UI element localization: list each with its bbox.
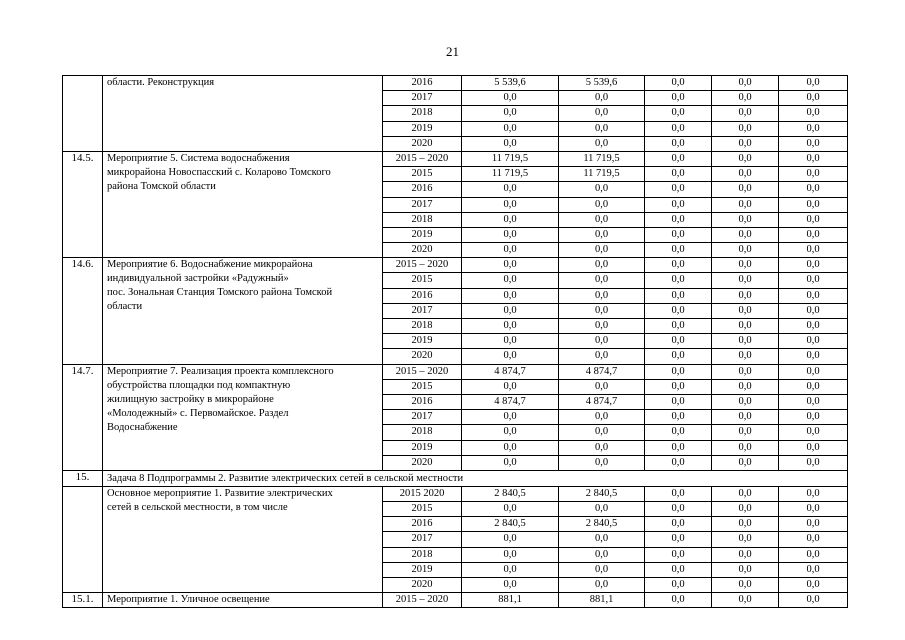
year-cell: 2020 (411, 579, 433, 590)
fund-cell: 0,0 (559, 122, 644, 137)
total-cell: 5 539,6 (462, 76, 558, 91)
fund-cell: 0,0 (559, 213, 644, 228)
year-cell: 2020 (411, 137, 433, 149)
item-number (63, 76, 103, 152)
other-cell: 0,0 (779, 304, 847, 319)
year-cell: 2016 (383, 76, 461, 91)
federal-cell: 0,0 (645, 395, 711, 410)
year-cell: 2015 (383, 167, 461, 182)
measure-description (103, 151, 383, 257)
year-cell: 2019 (383, 441, 461, 456)
federal-cell: 0,0 (645, 106, 711, 121)
regional-cell: 0,0 (712, 152, 778, 167)
total-column (462, 76, 559, 152)
total-column (462, 151, 559, 257)
year-cell: 2018 (383, 548, 461, 563)
total-cell: 4 874,7 (462, 395, 558, 410)
year-cell: 2015 2020 (383, 487, 461, 502)
other-cell: 0,0 (779, 167, 847, 182)
measure-description (103, 486, 383, 592)
year-cell: 2016 (383, 182, 461, 197)
total-cell: 0,0 (462, 258, 558, 273)
regional-cell: 0,0 (712, 532, 778, 547)
year-cell: 2019 (383, 563, 461, 578)
total-cell: 0,0 (462, 106, 558, 121)
regional-cell: 0,0 (712, 487, 778, 502)
federal-cell: 0,0 (645, 441, 711, 456)
description-line: Мероприятие 5. Система водоснабжения (107, 152, 290, 164)
year-cell: 2015 – 2020 (383, 258, 461, 273)
fund-cell: 0,0 (559, 289, 644, 304)
program-table (62, 75, 848, 608)
regional-cell: 0,0 (712, 380, 778, 395)
fund-cell: 4 874,7 (559, 365, 644, 380)
total-cell: 0,0 (462, 319, 558, 334)
fund-cell: 0,0 (559, 91, 644, 106)
regional-cell: 0,0 (712, 425, 778, 440)
federal-cell: 0,0 (645, 410, 711, 425)
fund-column (559, 258, 645, 364)
year-column (383, 76, 462, 152)
other-cell: 0,0 (806, 594, 820, 606)
fund-cell: 0,0 (594, 137, 609, 149)
fund-cell: 4 874,7 (559, 395, 644, 410)
fund-cell: 0,0 (559, 198, 644, 213)
other-cell: 0,0 (779, 91, 847, 106)
federal-cell: 0,0 (645, 91, 711, 106)
federal-cell: 0,0 (645, 122, 711, 137)
description-line: обустройства площадки под компактную (107, 379, 291, 391)
regional-column (712, 486, 779, 592)
item-number: 14.6. (63, 258, 103, 364)
year-cell: 2016 (383, 517, 461, 532)
regional-column (712, 593, 779, 608)
other-column (779, 76, 848, 152)
description-line: «Молодежный» с. Первомайское. Раздел (107, 407, 289, 419)
federal-cell: 0,0 (645, 304, 711, 319)
regional-cell: 0,0 (712, 228, 778, 243)
other-cell: 0,0 (779, 152, 847, 167)
regional-cell: 0,0 (712, 517, 778, 532)
regional-cell: 0,0 (738, 137, 752, 149)
year-cell: 2015 – 2020 (383, 365, 461, 380)
federal-cell: 0,0 (645, 76, 711, 91)
federal-cell: 0,0 (645, 258, 711, 273)
federal-cell: 0,0 (645, 425, 711, 440)
year-cell: 2020 (411, 456, 433, 468)
item-number: 15.1. (63, 593, 103, 608)
total-cell: 881,1 (498, 594, 522, 606)
total-cell: 0,0 (462, 228, 558, 243)
total-cell: 0,0 (503, 579, 517, 590)
other-column (779, 593, 848, 608)
fund-cell: 11 719,5 (559, 152, 644, 167)
regional-cell: 0,0 (712, 258, 778, 273)
fund-cell: 0,0 (559, 548, 644, 563)
year-cell: 2015 (383, 502, 461, 517)
other-cell: 0,0 (806, 244, 820, 256)
year-column (383, 151, 462, 257)
year-cell: 2017 (383, 304, 461, 319)
total-cell: 0,0 (462, 425, 558, 440)
total-cell: 0,0 (462, 548, 558, 563)
fund-cell: 2 840,5 (559, 517, 644, 532)
other-cell: 0,0 (779, 273, 847, 288)
other-cell: 0,0 (779, 548, 847, 563)
other-cell: 0,0 (806, 350, 820, 362)
regional-cell: 0,0 (738, 350, 752, 362)
federal-cell: 0,0 (645, 198, 711, 213)
other-cell: 0,0 (779, 502, 847, 517)
total-cell: 0,0 (462, 273, 558, 288)
description-line: жилищную застройку в микрорайоне (107, 393, 274, 405)
total-cell: 0,0 (462, 91, 558, 106)
page-number: 21 (446, 44, 459, 59)
total-cell: 0,0 (462, 380, 558, 395)
regional-cell: 0,0 (738, 456, 752, 468)
fund-cell: 0,0 (559, 334, 644, 349)
total-cell: 0,0 (462, 502, 558, 517)
regional-cell: 0,0 (712, 395, 778, 410)
item-number: 14.7. (63, 364, 103, 470)
total-column (462, 486, 559, 592)
federal-cell: 0,0 (645, 182, 711, 197)
total-cell: 11 719,5 (462, 152, 558, 167)
other-cell: 0,0 (779, 563, 847, 578)
regional-column (712, 76, 779, 152)
fund-cell: 0,0 (594, 579, 609, 590)
other-cell: 0,0 (779, 532, 847, 547)
description-line: микрорайона Новоспасский с. Коларово Томского (107, 166, 331, 178)
regional-cell: 0,0 (712, 91, 778, 106)
regional-column (712, 151, 779, 257)
federal-cell: 0,0 (645, 213, 711, 228)
year-cell: 2020 (411, 350, 433, 362)
measure-description (103, 258, 383, 364)
total-cell: 0,0 (503, 350, 517, 362)
description-line: Водоснабжение (107, 421, 178, 433)
fund-cell: 0,0 (559, 106, 644, 121)
federal-cell: 0,0 (645, 273, 711, 288)
fund-cell: 0,0 (559, 563, 644, 578)
regional-cell: 0,0 (712, 365, 778, 380)
year-cell: 2020 (411, 244, 433, 256)
other-cell: 0,0 (779, 258, 847, 273)
regional-cell: 0,0 (712, 441, 778, 456)
federal-cell: 0,0 (671, 244, 685, 256)
table-row (63, 258, 848, 364)
other-cell: 0,0 (779, 395, 847, 410)
fund-cell: 0,0 (559, 441, 644, 456)
total-cell: 0,0 (462, 289, 558, 304)
federal-cell: 0,0 (645, 563, 711, 578)
other-cell: 0,0 (779, 487, 847, 502)
other-column (779, 258, 848, 364)
year-cell: 2017 (383, 410, 461, 425)
other-cell: 0,0 (779, 380, 847, 395)
federal-cell: 0,0 (645, 228, 711, 243)
federal-cell: 0,0 (645, 167, 711, 182)
other-cell: 0,0 (779, 334, 847, 349)
total-cell: 4 874,7 (462, 365, 558, 380)
federal-cell: 0,0 (671, 456, 685, 468)
item-number: 15. (63, 470, 103, 486)
federal-cell: 0,0 (645, 548, 711, 563)
federal-cell: 0,0 (645, 365, 711, 380)
year-cell: 2017 (383, 91, 461, 106)
fund-cell: 2 840,5 (559, 487, 644, 502)
other-cell: 0,0 (779, 441, 847, 456)
description-line: области (107, 301, 143, 313)
other-cell: 0,0 (779, 76, 847, 91)
federal-column (645, 76, 712, 152)
other-cell: 0,0 (779, 365, 847, 380)
year-column (383, 593, 462, 608)
fund-cell: 0,0 (559, 502, 644, 517)
fund-column (559, 593, 645, 608)
federal-cell: 0,0 (671, 137, 685, 149)
federal-column (645, 593, 712, 608)
federal-cell: 0,0 (645, 532, 711, 547)
regional-cell: 0,0 (712, 502, 778, 517)
fund-cell: 0,0 (594, 350, 609, 362)
measure-description (103, 76, 383, 152)
year-cell: 2015 (383, 273, 461, 288)
fund-column (559, 486, 645, 592)
fund-cell: 881,1 (589, 594, 614, 606)
year-cell: 2015 – 2020 (395, 594, 449, 606)
regional-cell: 0,0 (712, 334, 778, 349)
year-cell: 2018 (383, 106, 461, 121)
year-cell: 2019 (383, 122, 461, 137)
total-cell: 0,0 (462, 122, 558, 137)
other-cell: 0,0 (806, 579, 820, 590)
description-line: Мероприятие 1. Уличное освещение (107, 594, 270, 606)
year-cell: 2018 (383, 319, 461, 334)
federal-cell: 0,0 (645, 289, 711, 304)
other-column (779, 364, 848, 470)
fund-cell: 0,0 (559, 380, 644, 395)
regional-cell: 0,0 (712, 76, 778, 91)
regional-cell: 0,0 (712, 167, 778, 182)
year-cell: 2015 – 2020 (383, 152, 461, 167)
total-cell: 0,0 (462, 304, 558, 319)
regional-cell: 0,0 (712, 548, 778, 563)
year-cell: 2017 (383, 198, 461, 213)
other-cell: 0,0 (779, 122, 847, 137)
regional-cell: 0,0 (712, 273, 778, 288)
other-cell: 0,0 (779, 198, 847, 213)
fund-cell: 0,0 (559, 304, 644, 319)
regional-cell: 0,0 (738, 244, 752, 256)
year-cell: 2016 (383, 395, 461, 410)
total-cell: 2 840,5 (462, 517, 558, 532)
federal-column (645, 258, 712, 364)
measure-description (103, 364, 383, 470)
other-cell: 0,0 (779, 289, 847, 304)
table-row (63, 76, 848, 152)
table-row (63, 364, 848, 470)
description-line: Мероприятие 7. Реализация проекта комплексного (107, 365, 334, 377)
regional-column (712, 364, 779, 470)
year-cell: 2019 (383, 228, 461, 243)
total-cell: 0,0 (462, 410, 558, 425)
regional-cell: 0,0 (712, 563, 778, 578)
total-cell: 0,0 (503, 137, 517, 149)
total-cell: 0,0 (462, 334, 558, 349)
other-column (779, 486, 848, 592)
fund-cell: 0,0 (559, 273, 644, 288)
regional-cell: 0,0 (738, 594, 752, 606)
table-row (63, 486, 848, 592)
regional-cell: 0,0 (712, 410, 778, 425)
year-column (383, 486, 462, 592)
description-line: Мероприятие 6. Водоснабжение микрорайона (107, 259, 313, 271)
regional-cell: 0,0 (712, 289, 778, 304)
federal-column (645, 151, 712, 257)
regional-cell: 0,0 (712, 182, 778, 197)
year-cell: 2017 (383, 532, 461, 547)
other-cell: 0,0 (779, 228, 847, 243)
total-column (462, 258, 559, 364)
fund-column (559, 364, 645, 470)
total-cell: 0,0 (462, 532, 558, 547)
other-cell: 0,0 (779, 425, 847, 440)
total-cell: 0,0 (503, 456, 517, 468)
fund-cell: 0,0 (594, 244, 609, 256)
fund-cell: 11 719,5 (559, 167, 644, 182)
total-cell: 0,0 (462, 441, 558, 456)
other-cell: 0,0 (779, 182, 847, 197)
year-cell: 2018 (383, 425, 461, 440)
fund-cell: 0,0 (559, 182, 644, 197)
total-cell: 0,0 (462, 563, 558, 578)
fund-cell: 0,0 (594, 456, 609, 468)
year-cell: 2015 (383, 380, 461, 395)
item-number (63, 486, 103, 592)
other-cell: 0,0 (779, 106, 847, 121)
task-title: Задача 8 Подпрограммы 2. Развитие электрических сетей в сельской местности (103, 470, 848, 486)
other-cell: 0,0 (779, 213, 847, 228)
federal-cell: 0,0 (645, 380, 711, 395)
other-cell: 0,0 (779, 517, 847, 532)
other-cell: 0,0 (806, 137, 820, 149)
total-column (462, 364, 559, 470)
description-line: Основное мероприятие 1. Развитие электрических (107, 487, 333, 499)
total-cell: 2 840,5 (462, 487, 558, 502)
total-cell: 0,0 (462, 182, 558, 197)
description-line: района Томской области (107, 180, 216, 192)
total-cell: 0,0 (462, 213, 558, 228)
year-column (383, 258, 462, 364)
federal-cell: 0,0 (671, 350, 685, 362)
other-cell: 0,0 (806, 456, 820, 468)
fund-column (559, 76, 645, 152)
description-line: индивидуальной застройки «Радужный» (107, 273, 289, 285)
federal-cell: 0,0 (645, 517, 711, 532)
fund-cell: 0,0 (559, 410, 644, 425)
federal-cell: 0,0 (645, 502, 711, 517)
fund-cell: 0,0 (559, 319, 644, 334)
fund-cell: 0,0 (559, 425, 644, 440)
federal-cell: 0,0 (645, 487, 711, 502)
federal-column (645, 364, 712, 470)
other-column (779, 151, 848, 257)
description-line: сетей в сельской местности, в том числе (107, 501, 288, 513)
year-cell: 2019 (383, 334, 461, 349)
total-cell: 0,0 (503, 244, 517, 256)
year-cell: 2018 (383, 213, 461, 228)
regional-cell: 0,0 (712, 304, 778, 319)
total-cell: 0,0 (462, 198, 558, 213)
federal-cell: 0,0 (645, 334, 711, 349)
item-number: 14.5. (63, 151, 103, 257)
table-row (63, 470, 848, 486)
fund-column (559, 151, 645, 257)
other-cell: 0,0 (779, 319, 847, 334)
regional-column (712, 258, 779, 364)
year-cell: 2016 (383, 289, 461, 304)
total-cell: 11 719,5 (462, 167, 558, 182)
regional-cell: 0,0 (738, 579, 752, 590)
description-line: пос. Зональная Станция Томского района Томской (107, 287, 333, 299)
regional-cell: 0,0 (712, 319, 778, 334)
table-row (63, 593, 848, 608)
fund-cell: 0,0 (559, 258, 644, 273)
regional-cell: 0,0 (712, 213, 778, 228)
fund-cell: 0,0 (559, 228, 644, 243)
regional-cell: 0,0 (712, 198, 778, 213)
federal-cell: 0,0 (645, 319, 711, 334)
measure-description (103, 593, 383, 608)
other-cell: 0,0 (779, 410, 847, 425)
fund-cell: 0,0 (559, 532, 644, 547)
year-column (383, 364, 462, 470)
federal-cell: 0,0 (671, 579, 685, 590)
description-line: области. Реконструкция (107, 77, 215, 88)
federal-column (645, 486, 712, 592)
federal-cell: 0,0 (645, 152, 711, 167)
federal-cell: 0,0 (671, 594, 685, 606)
regional-cell: 0,0 (712, 106, 778, 121)
table-row (63, 151, 848, 257)
regional-cell: 0,0 (712, 122, 778, 137)
fund-cell: 5 539,6 (559, 76, 644, 91)
total-column (462, 593, 559, 608)
